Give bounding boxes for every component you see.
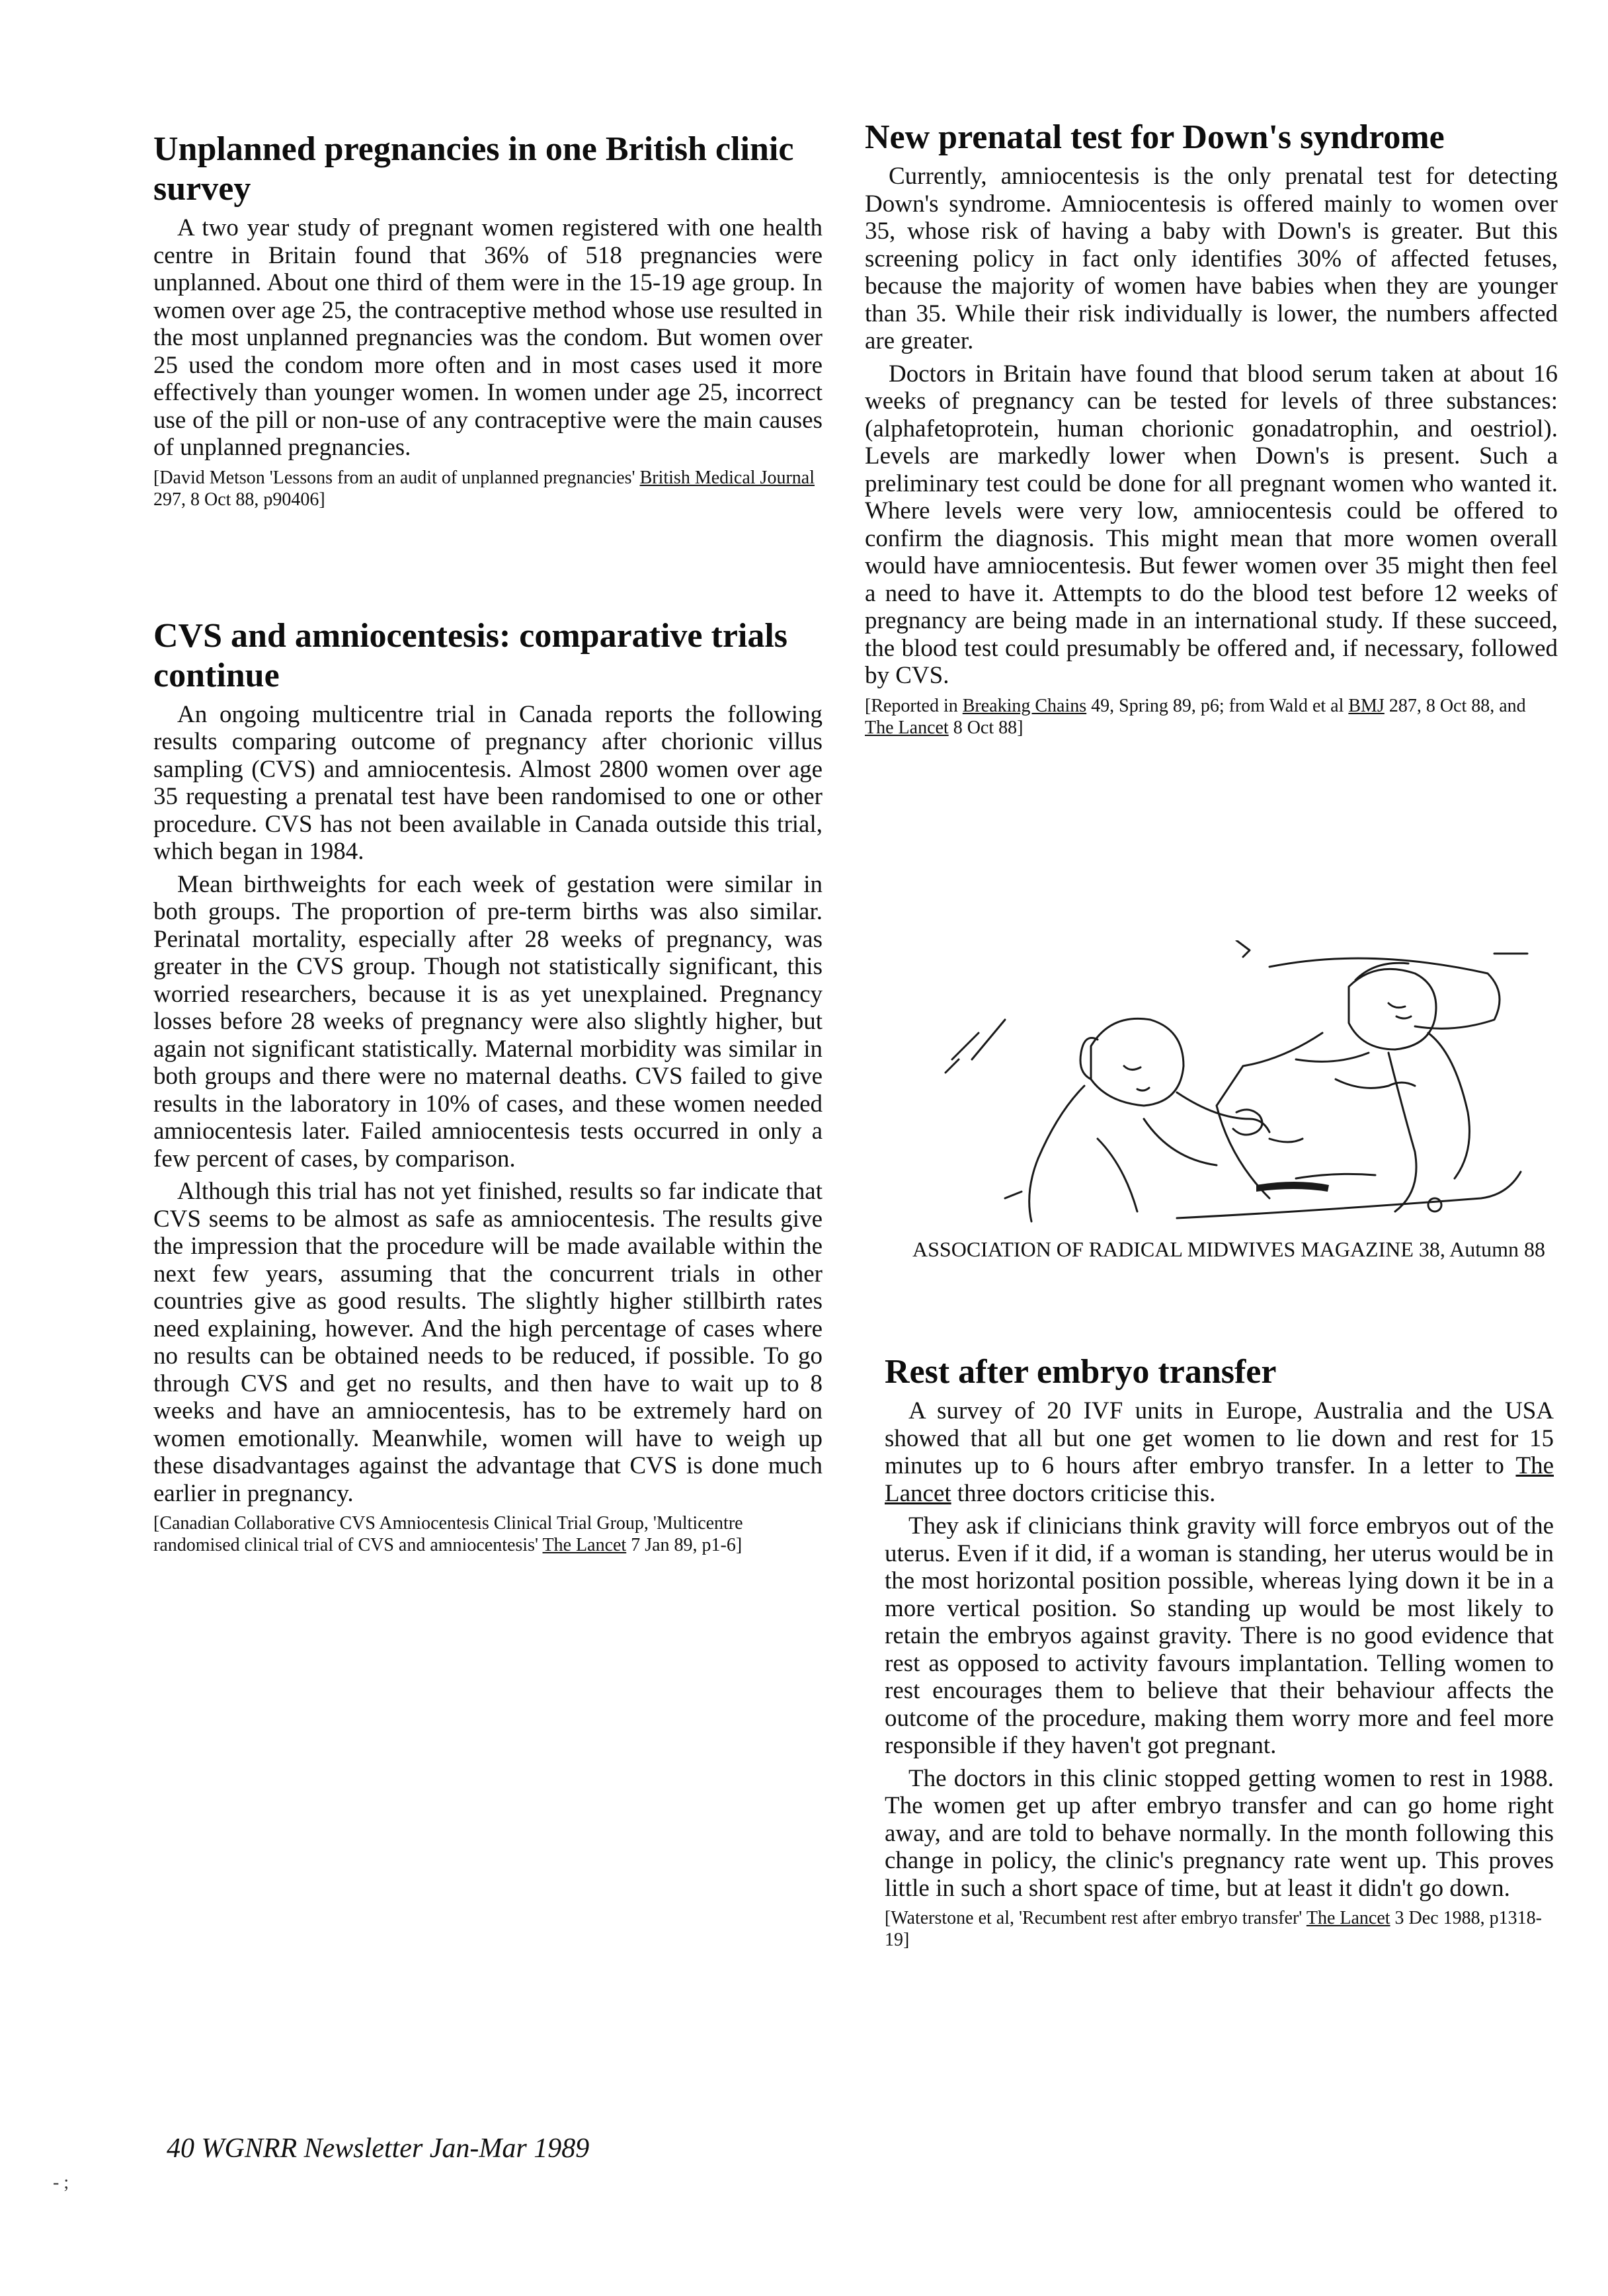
citation-text: 7 Jan 89, p1-6]: [626, 1535, 743, 1555]
article-downs-syndrome-test: [865, 118, 1558, 739]
citation-text: 3 Dec 1988, p1318-19]: [885, 1908, 1542, 1950]
right-column: [865, 118, 1558, 739]
citation-text: [David Metson 'Lessons from an audit of unplanned pregnancies': [153, 467, 640, 488]
article-citation: [865, 695, 1558, 739]
citation-journal: The Lancet: [865, 717, 949, 738]
midwife-illustration: [926, 940, 1534, 1225]
paragraph-text: A survey of 20 IVF units in Europe, Australia and the USA showed that all but one get women to lie down and rest for 15 minutes up to 6 hours after embryo transfer. In a letter to: [885, 1397, 1554, 1479]
citation-journal: The Lancet: [542, 1535, 627, 1555]
left-column: [153, 130, 823, 1556]
citation-text: [Canadian Collaborative CVS Amniocentesis Clinical Trial Group, 'Multicentre randomised clinical trial of CVS and amniocentesis': [153, 1513, 743, 1555]
citation-journal: The Lancet: [1306, 1908, 1390, 1928]
citation-text: 8 Oct 88]: [948, 717, 1024, 738]
citation-text: [Waterstone et al, 'Recumbent rest after embryo transfer': [885, 1908, 1306, 1928]
citation-source: Breaking Chains: [962, 695, 1087, 716]
citation-text: 287, 8 Oct 88, and: [1384, 695, 1526, 716]
citation-journal: British Medical Journal: [639, 467, 815, 488]
article-title: CVS and amniocentesis: comparative trials continue: [153, 616, 788, 694]
article-cvs-amniocentesis: [153, 616, 823, 1557]
article-paragraph: Doctors in Britain have found that blood serum taken at about 16 weeks of pregnancy can be tested for levels of three substances: (alphafetoprotein, human chorionic gonadatrophin, and oestriol). Levels are markedly lower when Down's is present. Such a preliminary test could be done for all pregnant women who wanted it. Where levels were very low, amniocentesis could be offered to confirm the diagnosis. This might mean that more women overall would have amniocentesis. But fewer women over 35 might then feel a need to have it. Attempts to do the blood test before 12 weeks of pregnancy are being made in an international study. If these succeed, the blood test could presumably be offered and, if necessary, followed by CVS.: [865, 360, 1558, 689]
citation-journal: BMJ: [1348, 695, 1385, 716]
article-paragraph: Although this trial has not yet finished, results so far indicate that CVS seems to be almost as safe as amniocentesis. The results give the impression that the procedure will be made available within the next few years, assuming that the concurrent trials in other countries give as good results. The slightly higher stillbirth rates need explaining, however. And the high percentage of cases where no results can be obtained needs to be reduced, if possible. To go through CVS and get no results, and then have to wait up to 8 weeks and have an amniocentesis, has to be extremely hard on women emotionally. Meanwhile, women will have to weigh up these disadvantages against the advantage that CVS is done much earlier in pregnancy.: [153, 1178, 823, 1507]
article-citation: [885, 1907, 1554, 1951]
article-title: Unplanned pregnancies in one British clinic survey: [153, 130, 794, 208]
article-title: New prenatal test for Down's syndrome: [865, 118, 1445, 156]
article-citation: [153, 1512, 823, 1556]
citation-text: [Reported in: [865, 695, 963, 716]
article-unplanned-pregnancies: [153, 130, 823, 511]
article-paragraph: The doctors in this clinic stopped getting women to rest in 1988. The women get up after embryo transfer and can go home right away, and are told to behave normally. In the month following this change in policy, the clinic's pregnancy rate went up. This proves little in such a short space of time, but at least it didn't go down.: [885, 1764, 1554, 1902]
illustration-caption: ASSOCIATION OF RADICAL MIDWIVES MAGAZINE 38, Autumn 88: [912, 1237, 1546, 1261]
article-paragraph: A two year study of pregnant women registered with one health centre in Britain found that 36% of 518 pregnancies were unplanned. About one third of them were in the 15-19 age group. In women over age 25, the contraceptive method whose use resulted in the most unplanned pregnancies was the condom. But women over 25 used the condom more often and in most cases used it more effectively than younger women. In women under age 25, incorrect use of the pill or non-use of any contraceptive were the main causes of unplanned pregnancies.: [153, 214, 823, 461]
article-title: Rest after embryo transfer: [885, 1353, 1277, 1391]
article-paragraph: An ongoing multicentre trial in Canada reports the following results comparing outcome of pregnancy after chorionic villus sampling (CVS) and amniocentesis. Almost 2800 women over age 35 requesting a prenatal test have been randomised to one or other procedure. CVS has not been available in Canada outside this trial, which began in 1984.: [153, 700, 823, 865]
article-paragraph: They ask if clinicians think gravity will force embryos out of the uterus. Even if it did, if a woman is standing, her uterus would be in the most horizontal position possible, whereas lying down it be in a more vertical position. So standing up would be most likely to retain the embryos against gravity. There is no good evidence that rest as opposed to activity favours implantation. Telling women to rest encourages them to believe that their behaviour affects the outcome of the procedure, making them worry more and feel more responsible if they haven't got pregnant.: [885, 1512, 1554, 1759]
article-paragraph: Mean birthweights for each week of gestation were similar in both groups. The proportion of pre-term births was also similar. Perinatal mortality, especially after 28 weeks of pregnancy, was greater in the CVS group. Though not statistically significant, this worried researchers, because it is as yet unexplained. Pregnancy losses before 28 weeks of pregnancy were also slightly higher, but again not significant statistically. Maternal morbidity was similar in both groups and there were no maternal deaths. CVS failed to give results in the laboratory in 10% of cases, and these women needed amniocentesis later. Failed amniocentesis tests occurred in only a few percent of cases, by comparison.: [153, 870, 823, 1172]
article-paragraph: Currently, amniocentesis is the only prenatal test for detecting Down's syndrome. Amniocentesis is offered mainly to women over 35, whose risk of having a baby with Down's is greater. But this screening policy in fact only identifies 30% of affected fetuses, because the majority of women have babies when they are younger than 35. While their risk individually is lower, the numbers affected are greater.: [865, 163, 1558, 354]
article-citation: [153, 467, 823, 511]
citation-text: 297, 8 Oct 88, p90406]: [153, 489, 325, 510]
citation-text: 49, Spring 89, p6; from Wald et al: [1086, 695, 1349, 716]
paragraph-text: three doctors criticise this.: [951, 1479, 1216, 1507]
journal-name: The Lancet: [885, 1452, 1554, 1507]
article-paragraph: [885, 1397, 1554, 1507]
page-footer: 40 WGNRR Newsletter Jan-Mar 1989: [167, 2133, 590, 2164]
article-rest-after-embryo-transfer: [885, 1352, 1554, 1951]
scan-mark: - ;: [53, 2172, 69, 2193]
